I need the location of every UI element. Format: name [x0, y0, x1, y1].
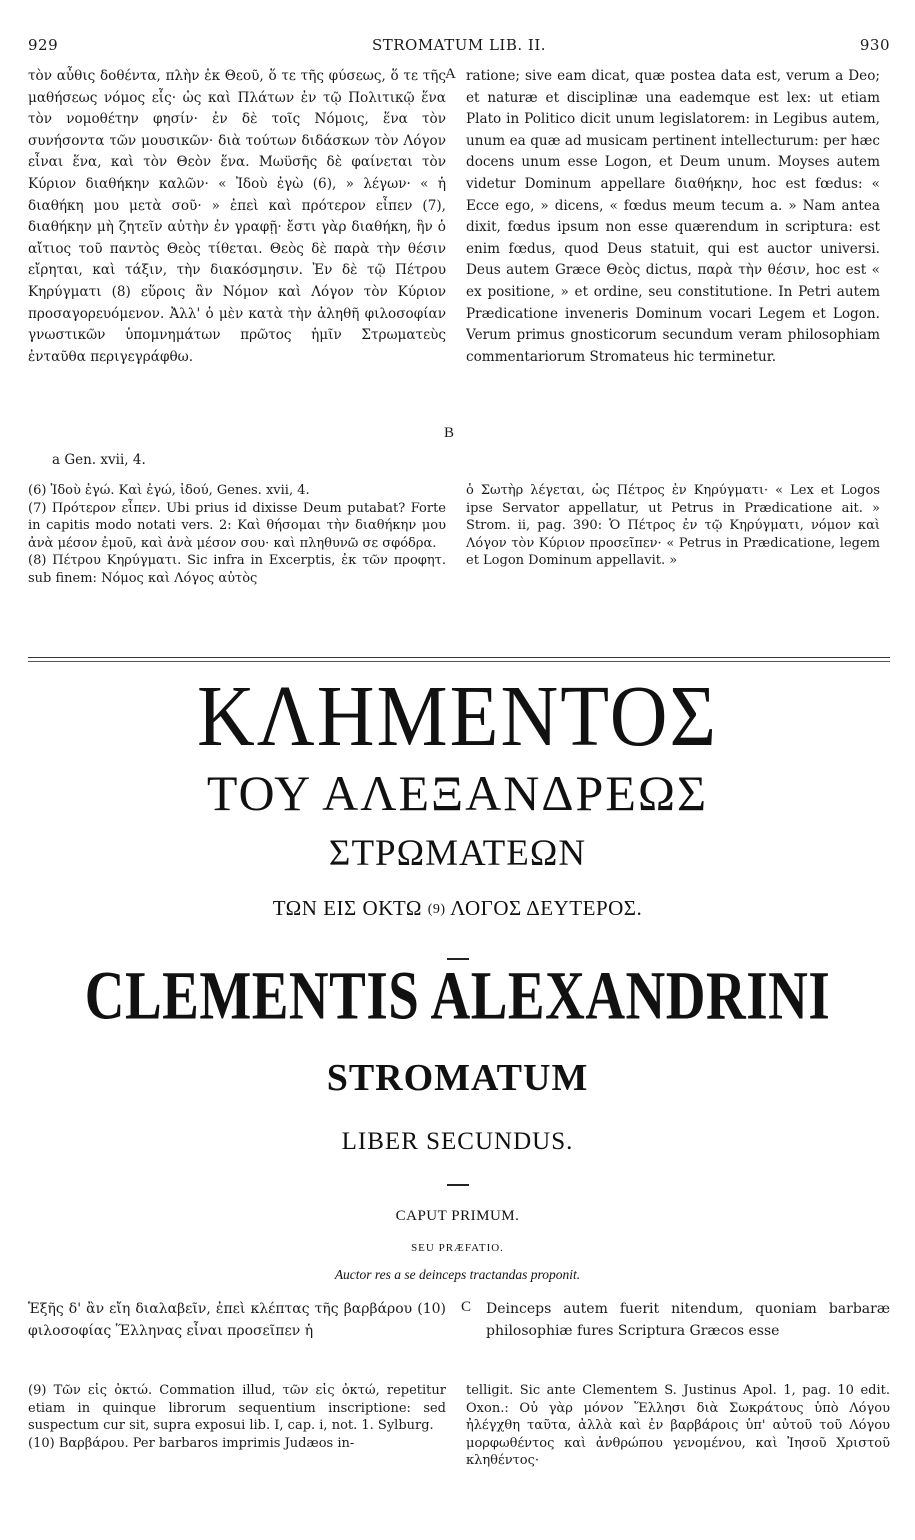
greek-book-part-a: ΤΩΝ ΕΙΣ ΟΚΤΩ [272, 896, 422, 920]
greek-text-bottom [28, 1298, 446, 1342]
footnote-9: (9) Τῶν εἰς ὀκτώ. Commation illud, τῶν εἰς ὀκτώ, repetitur etiam in quinque librorum sequentium inscriptione: sed suspectum cur sit, supra exposui lib. I, cap. i, not. 1. Sylburg. [28, 1383, 446, 1434]
latin-paragraph-bottom: Deinceps autem fuerit nitendum, quoniam barbaræ philosophiæ fures Scriptura Græcos esse [486, 1301, 890, 1339]
footnote-8-continued: ὁ Σωτὴρ λέγεται, ὡς Πέτρος ἐν Κηρύγματι· « Lex et Logos ipse Servator appellatur, ut Petrus in Prædicatione ait. » Strom. ii, pag. 390: Ὁ Πέτρος ἐν τῷ Κηρύγματι, νόμον καὶ Λόγον τὸν Κύριον προσεῖπεν· « Petrus in Prædicatione, legem et Logon Dominum appellavit. » [466, 483, 880, 569]
latin-paragraph-top: ratione; sive eam dicat, quæ postea data est, verum a Deo; et naturæ et disciplinæ una eademque est lex: ut etiam Plato in Politico dicit unum legislatorem: in Legibus autem, unum ea quæ ad musicam pertinent intellecturum: per hæc docens unum esse Logon, et Deum unum. Moyses autem videtur Dominum appellare διαθήκην, hoc est fœdus: « Ecce ego, » dicens, « fœdus meum tecum a. » Nam antea dixit, fœdus ipsum non esse quærendum in scriptura: est enim fœdus, quod Deus statuit, qui est auctor universi. Deus autem Græce Θεὸς dictus, παρὰ τὴν θέσιν, hoc est « ex positione, » et ordine, seu constitutione. In Petri autem Prædicatione inveneris Dominum vocari Legem et Logon. Verum primus gnosticorum secundum veram philosophiam commentariorum Stromateus hic terminetur. [466, 68, 880, 365]
right-page-number: 930 [859, 36, 890, 54]
greek-text-top [28, 66, 446, 368]
footnote-a: a Gen. xvii, 4. [52, 452, 146, 468]
footnotes-bottom-right [466, 1382, 890, 1470]
latin-text-top [466, 66, 880, 368]
footnotes-top-right [466, 482, 880, 570]
margin-marker-c: C [461, 1299, 472, 1315]
footnote-6: (6) Ἰδοὺ ἐγώ. Καὶ ἐγώ, ἰδού, Genes. xvii, 4. [28, 483, 310, 498]
footnote-8: (8) Πέτρου Κηρύγματι. Sic infra in Excerptis, ἐκ τῶν προφητ. sub finem: Νόμος καὶ Λόγος αὐτὸς [28, 553, 446, 586]
footnote-7: (7) Πρότερον εἶπεν. Ubi prius id dixisse Deum putabat? Forte in capitis modo notati vers. 2: Καὶ θήσομαι τὴν διαθήκην μου ἀνὰ μέσον ἐμοῦ, καὶ ἀνὰ μέσον σου· καὶ πληθυνῶ σε σφόδρα. [28, 500, 446, 551]
section-divider-thin [28, 661, 890, 662]
margin-marker-a: A [445, 66, 456, 82]
greek-paragraph-bottom: Ἑξῆς δ' ἂν εἴη διαλαβεῖν, ἐπεὶ κλέπτας τῆς βαρβάρου (10) φιλοσοφίας Ἕλληνας εἶναι προσεῖπεν ἡ [28, 1301, 446, 1339]
greek-title-book [0, 896, 915, 921]
footnote-10-continued: telligit. Sic ante Clementem S. Justinus Apol. 1, pag. 10 edit. Oxon.: Οὐ γὰρ μόνον Ἕλλησι διὰ Σωκράτους ὑπὸ Λόγου ἠλέγχθη ταῦτα, ἀλλὰ καὶ ἐν βαρβάροις ὑπ' αὐτοῦ τοῦ Λόγου μορφωθέντος καὶ ἀνθρώπου γενομένου, καὶ Ἰησοῦ Χριστοῦ κληθέντος· [466, 1383, 890, 1469]
margin-marker-b: B [444, 425, 455, 441]
greek-title-author: ΚΛΗΜΕΝΤΟΣ [196, 669, 719, 765]
title-dash-2 [447, 1184, 469, 1186]
footnotes-bottom-left [28, 1382, 446, 1452]
greek-title-work: ΣΤΡΩΜΑΤΕΩΝ [328, 833, 587, 874]
greek-title-city: ΤΟΥ ΑΛΕΞΑΝΔΡΕΩΣ [206, 765, 709, 821]
section-divider [28, 657, 890, 658]
chapter-argument: Auctor res a se deinceps tractandas proponit. [334, 1267, 581, 1282]
greek-book-part-b: ΛΟΓΟΣ ΔΕΥΤΕΡΟΣ. [450, 896, 643, 920]
footnotes-top-left [28, 482, 446, 588]
running-head [28, 36, 890, 56]
chapter-subheading: SEU PRÆFATIO. [411, 1242, 504, 1254]
footnote-10: (10) Βαρβάρου. Per barbaros imprimis Judæos in- [28, 1435, 355, 1451]
greek-paragraph-top: τὸν αὖθις δοθέντα, πλὴν ἐκ Θεοῦ, ὅ τε τῆς φύσεως, ὅ τε τῆς μαθήσεως νόμος εἷς· ὡς καὶ Πλάτων ἐν τῷ Πολιτικῷ ἕνα τὸν νομοθέτην φησίν· ἐν δὲ τοῖς Νόμοις, ἕνα τὸν συνήσοντα τῶν μουσικῶν· διὰ τούτων διδάσκων τὸν Λόγον εἶναι ἕνα, καὶ τὸν Θεὸν ἕνα. Μωϋσῆς δὲ φαίνεται τὸν Κύριον διαθήκην καλῶν· « Ἰδοὺ ἐγὼ (6), » λέγων· « ἡ διαθήκη μου μετὰ σοῦ· » ἐπεὶ καὶ πρότερον εἶπεν (7), διαθήκην μὴ ζητεῖν αὐτὴν ἐν γραφῇ· ἔστι γὰρ διαθήκη, ἣν ὁ αἴτιος τοῦ παντὸς Θεὸς τίθεται. Θεὸς δὲ παρὰ τὴν θέσιν εἴρηται, καὶ τάξιν, τὴν διακόσμησιν. Ἐν δὲ τῷ Πέτρου Κηρύγματι (8) εὕροις ἂν Νόμον καὶ Λόγον τὸν Κύριον προσαγορευόμενον. Ἀλλ' ὁ μὲν κατὰ τὴν ἀληθῆ φιλοσοφίαν γνωστικῶν ὑπομνημάτων πρῶτος ἡμῖν Στρωματεὺς ἐνταῦθα περιγεγράφθω. [28, 68, 446, 365]
latin-title-author: CLEMENTIS ALEXANDRINI [84, 957, 831, 1034]
left-page-number: 929 [28, 36, 59, 54]
chapter-heading: CAPUT PRIMUM. [395, 1208, 520, 1224]
latin-title-work: STROMATUM [326, 1057, 589, 1099]
latin-text-bottom [486, 1298, 890, 1342]
latin-title-book: LIBER SECUNDUS. [341, 1128, 574, 1155]
footnote-ref-9: (9) [427, 902, 446, 917]
running-title: STROMATUM LIB. II. [371, 36, 547, 54]
